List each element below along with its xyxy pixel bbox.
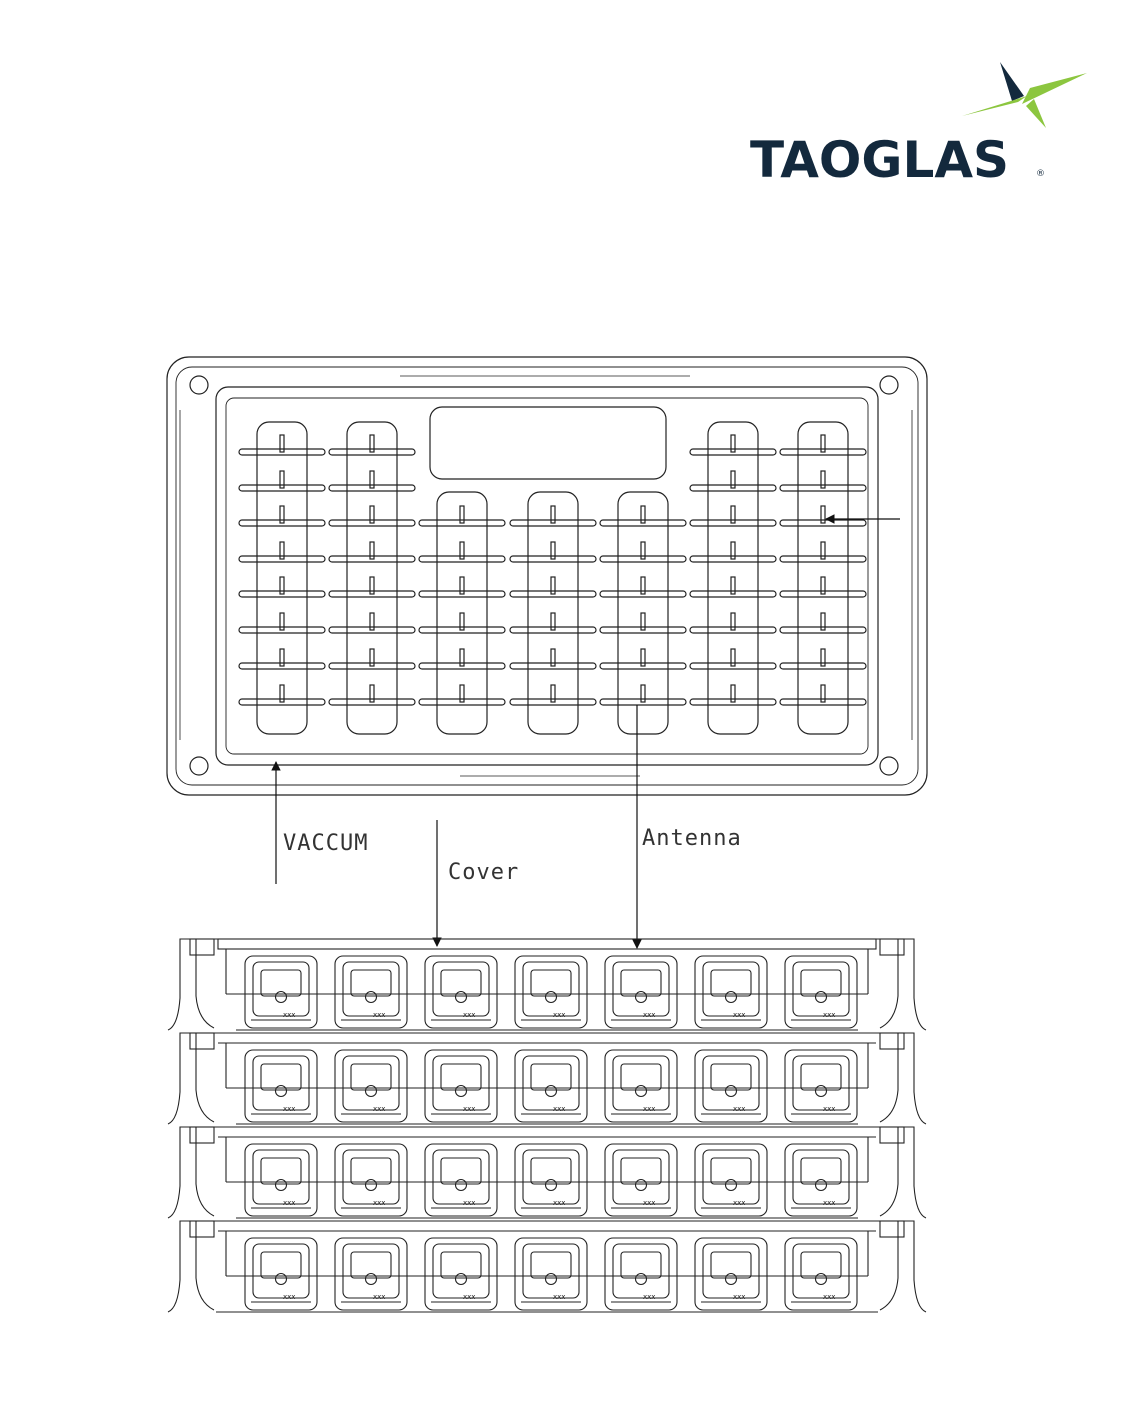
tray-well xyxy=(216,387,878,765)
pocket-grid xyxy=(239,422,866,734)
tray-left-flange xyxy=(168,939,188,1030)
tray-left-flange xyxy=(168,1033,188,1124)
part-marking: xxx xyxy=(463,1199,476,1207)
feed-point xyxy=(456,992,467,1003)
taoglas-logo xyxy=(750,62,1087,189)
tray-right-wall xyxy=(880,1221,898,1310)
part-window xyxy=(261,1158,301,1184)
tray-right-wall xyxy=(880,939,898,1028)
part-marking: xxx xyxy=(733,1011,746,1019)
tray-right-flange xyxy=(908,1033,926,1124)
part-marking: xxx xyxy=(733,1293,746,1301)
tray-left-flange xyxy=(168,1127,188,1218)
part-window xyxy=(531,1064,571,1090)
feed-point xyxy=(456,1180,467,1191)
pocket-column xyxy=(257,422,307,734)
tray-left-wall xyxy=(196,1033,214,1122)
tray-lip xyxy=(176,367,918,785)
logo-wordmark: TAOGLAS xyxy=(750,131,1010,189)
feed-point xyxy=(456,1274,467,1285)
part-marking: xxx xyxy=(373,1199,386,1207)
tray-left-flange xyxy=(168,1221,188,1312)
part-marking: xxx xyxy=(463,1011,476,1019)
tray-left-wall xyxy=(196,939,214,1028)
part-window xyxy=(621,1252,661,1278)
part-marking: xxx xyxy=(823,1105,836,1113)
part-marking: xxx xyxy=(373,1293,386,1301)
feed-point xyxy=(276,1180,287,1191)
corner-hole xyxy=(880,376,898,394)
vacuum-label: VACCUM xyxy=(283,831,369,856)
part-window xyxy=(801,1064,841,1090)
part-marking: xxx xyxy=(283,1105,296,1113)
part-window xyxy=(531,1252,571,1278)
part-window xyxy=(531,970,571,996)
cover-label: Cover xyxy=(448,860,520,885)
pocket-column xyxy=(347,422,397,734)
corner-hole xyxy=(190,376,208,394)
part-window xyxy=(801,970,841,996)
part-marking: xxx xyxy=(463,1105,476,1113)
part-marking: xxx xyxy=(553,1105,566,1113)
part-marking: xxx xyxy=(373,1011,386,1019)
feed-point xyxy=(456,1086,467,1097)
part-marking: xxx xyxy=(553,1293,566,1301)
part-window xyxy=(711,970,751,996)
feed-point xyxy=(366,1086,377,1097)
tray-right-flange xyxy=(908,1221,926,1312)
part-marking: xxx xyxy=(553,1011,566,1019)
tray-right-wall xyxy=(880,1127,898,1216)
taoglas-star-icon xyxy=(962,62,1087,128)
pocket-column xyxy=(708,422,758,734)
cover-plate xyxy=(218,939,876,949)
part-window xyxy=(441,1252,481,1278)
part-marking: xxx xyxy=(823,1011,836,1019)
feed-point xyxy=(636,992,647,1003)
tray-right-flange xyxy=(908,1127,926,1218)
part-window xyxy=(441,970,481,996)
part-marking: xxx xyxy=(373,1105,386,1113)
part-marking: xxx xyxy=(643,1293,656,1301)
feed-point xyxy=(276,1274,287,1285)
part-window xyxy=(711,1064,751,1090)
feed-point xyxy=(816,992,827,1003)
part-marking: xxx xyxy=(733,1199,746,1207)
stack-lug xyxy=(190,1221,214,1237)
corner-hole xyxy=(880,757,898,775)
part-window xyxy=(621,970,661,996)
feed-point xyxy=(366,1180,377,1191)
part-marking: xxx xyxy=(283,1293,296,1301)
part-window xyxy=(261,970,301,996)
tray-left-wall xyxy=(196,1127,214,1216)
feed-point xyxy=(726,1274,737,1285)
part-marking: xxx xyxy=(643,1105,656,1113)
part-window xyxy=(351,970,391,996)
feed-point xyxy=(726,992,737,1003)
part-marking: xxx xyxy=(643,1011,656,1019)
part-window xyxy=(351,1158,391,1184)
stack-lug xyxy=(190,1127,214,1143)
corner-hole xyxy=(190,757,208,775)
part-window xyxy=(621,1064,661,1090)
feed-point xyxy=(636,1274,647,1285)
part-window xyxy=(711,1158,751,1184)
stack-lug xyxy=(190,1033,214,1049)
part-window xyxy=(261,1064,301,1090)
stack-lug xyxy=(880,939,904,955)
tray-right-flange xyxy=(908,939,926,1030)
part-window xyxy=(621,1158,661,1184)
feed-point xyxy=(546,1086,557,1097)
part-window xyxy=(531,1158,571,1184)
tray-right-wall xyxy=(880,1033,898,1122)
feed-point xyxy=(366,1274,377,1285)
feed-point xyxy=(726,1180,737,1191)
feed-point xyxy=(546,992,557,1003)
part-marking: xxx xyxy=(823,1293,836,1301)
stack-lug xyxy=(190,939,214,955)
tray-left-wall xyxy=(196,1221,214,1310)
registered-mark: ® xyxy=(1036,169,1045,179)
part-window xyxy=(801,1158,841,1184)
part-marking: xxx xyxy=(643,1199,656,1207)
feed-point xyxy=(546,1274,557,1285)
feed-point xyxy=(546,1180,557,1191)
part-window xyxy=(441,1158,481,1184)
stack-lug xyxy=(880,1033,904,1049)
part-marking: xxx xyxy=(733,1105,746,1113)
tray-stack-side-view xyxy=(168,939,926,1312)
part-window xyxy=(711,1252,751,1278)
feed-point xyxy=(636,1180,647,1191)
feed-point xyxy=(636,1086,647,1097)
feed-point xyxy=(816,1086,827,1097)
label-window xyxy=(430,407,666,479)
feed-point xyxy=(276,1086,287,1097)
part-window xyxy=(261,1252,301,1278)
feed-point xyxy=(366,992,377,1003)
tray-outer-edge xyxy=(167,357,927,795)
tray-inner-floor xyxy=(226,398,868,754)
stack-lug xyxy=(880,1221,904,1237)
part-window xyxy=(351,1252,391,1278)
pocket-column xyxy=(798,422,848,734)
tray-top-view xyxy=(167,357,927,795)
part-marking: xxx xyxy=(283,1199,296,1207)
part-marking: xxx xyxy=(553,1199,566,1207)
part-marking: xxx xyxy=(823,1199,836,1207)
part-marking: xxx xyxy=(283,1011,296,1019)
feed-point xyxy=(726,1086,737,1097)
feed-point xyxy=(816,1180,827,1191)
antenna-label: Antenna xyxy=(642,826,742,851)
part-window xyxy=(801,1252,841,1278)
feed-point xyxy=(816,1274,827,1285)
part-window xyxy=(351,1064,391,1090)
feed-point xyxy=(276,992,287,1003)
part-marking: xxx xyxy=(463,1293,476,1301)
part-window xyxy=(441,1064,481,1090)
stack-lug xyxy=(880,1127,904,1143)
